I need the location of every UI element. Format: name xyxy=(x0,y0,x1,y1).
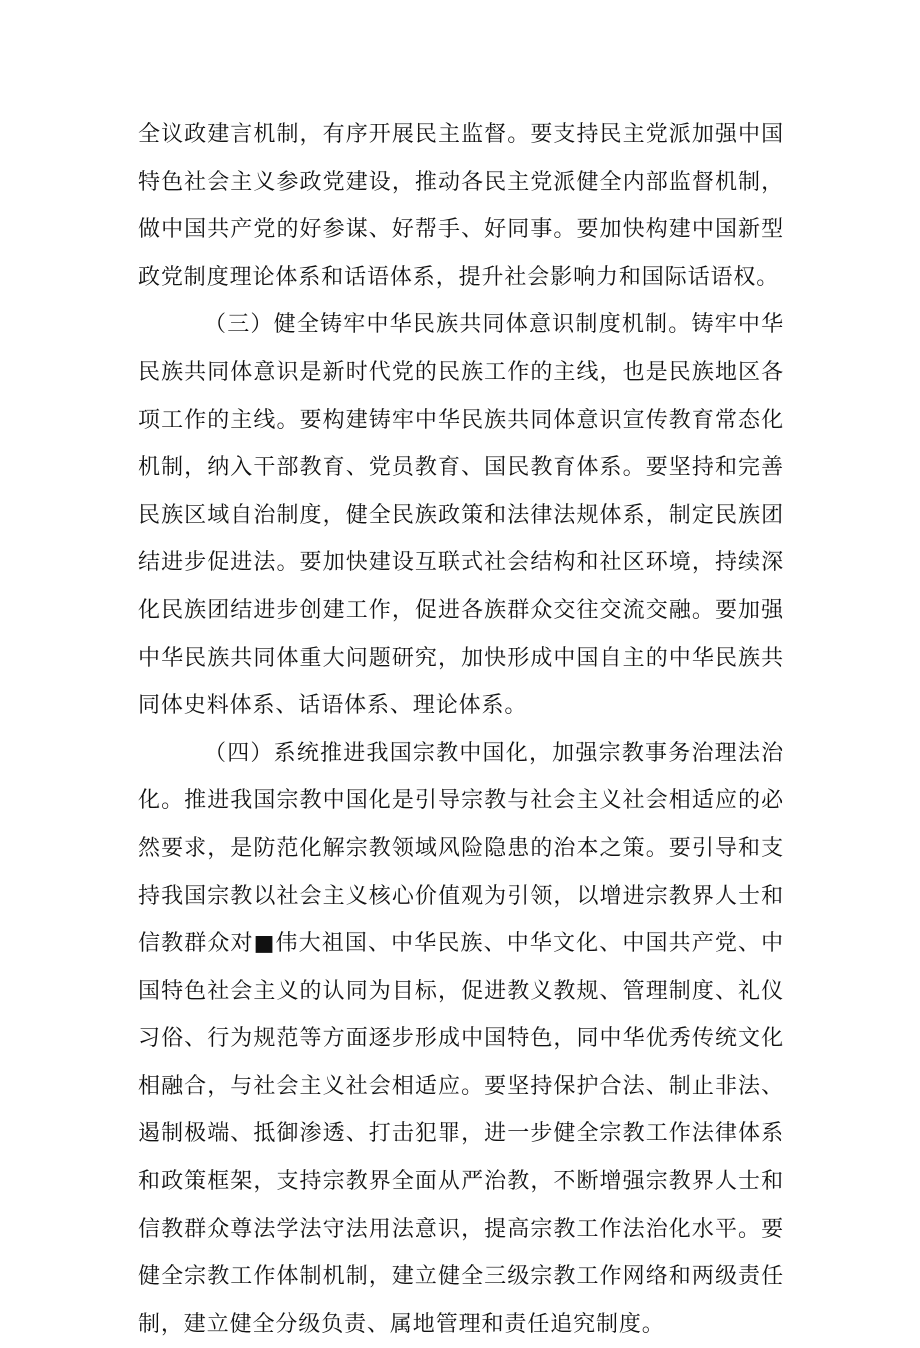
document-page xyxy=(138,111,784,1348)
paragraph-section-4: （四）系统推进我国宗教中国化，加强宗教事务治理法治化。推进我国宗教中国化是引导宗教与社会主义社会相适应的必然要求，是防范化解宗教领域风险隐患的治本之策。要引导和支持我国宗教以社会主义核心价值观为引领，以增进宗教界人士和信教群众对■伟大祖国、中华民族、中华文化、中国共产党、中国特色社会主义的认同为目标，促进教义教规、管理制度、礼仪习俗、行为规范等方面逐步形成中国特色，同中华优秀传统文化相融合，与社会主义社会相适应。要坚持保护合法、制止非法、遏制极端、抵御渗透、打击犯罪，进一步健全宗教工作法律体系和政策框架，支持宗教界全面从严治教，不断增强宗教界人士和信教群众尊法学法守法用法意识，提高宗教工作法治化水平。要健全宗教工作体制机制，建立健全三级宗教工作网络和两级责任制，建立健全分级负责、属地管理和责任追究制度。 xyxy=(138,740,784,1337)
paragraph-continuation: 全议政建言机制，有序开展民主监督。要支持民主党派加强中国特色社会主义参政党建设，推动各民主党派健全内部监督机制，做中国共产党的好参谋、好帮手、好同事。要加快构建中国新型政党制度理论体系和话语体系，提升社会影响力和国际话语权。 xyxy=(138,122,784,290)
paragraph-section-3: （三）健全铸牢中华民族共同体意识制度机制。铸牢中华民族共同体意识是新时代党的民族工作的主线，也是民族地区各项工作的主线。要构建铸牢中华民族共同体意识宣传教育常态化机制，纳入干部教育、党员教育、国民教育体系。要坚持和完善民族区域自治制度，健全民族政策和法律法规体系，制定民族团结进步促进法。要加快建设互联式社会结构和社区环境，持续深化民族团结进步创建工作，促进各族群众交往交流交融。要加强中华民族共同体重大问题研究，加快形成中国自主的中华民族共同体史料体系、话语体系、理论体系。 xyxy=(138,312,784,719)
